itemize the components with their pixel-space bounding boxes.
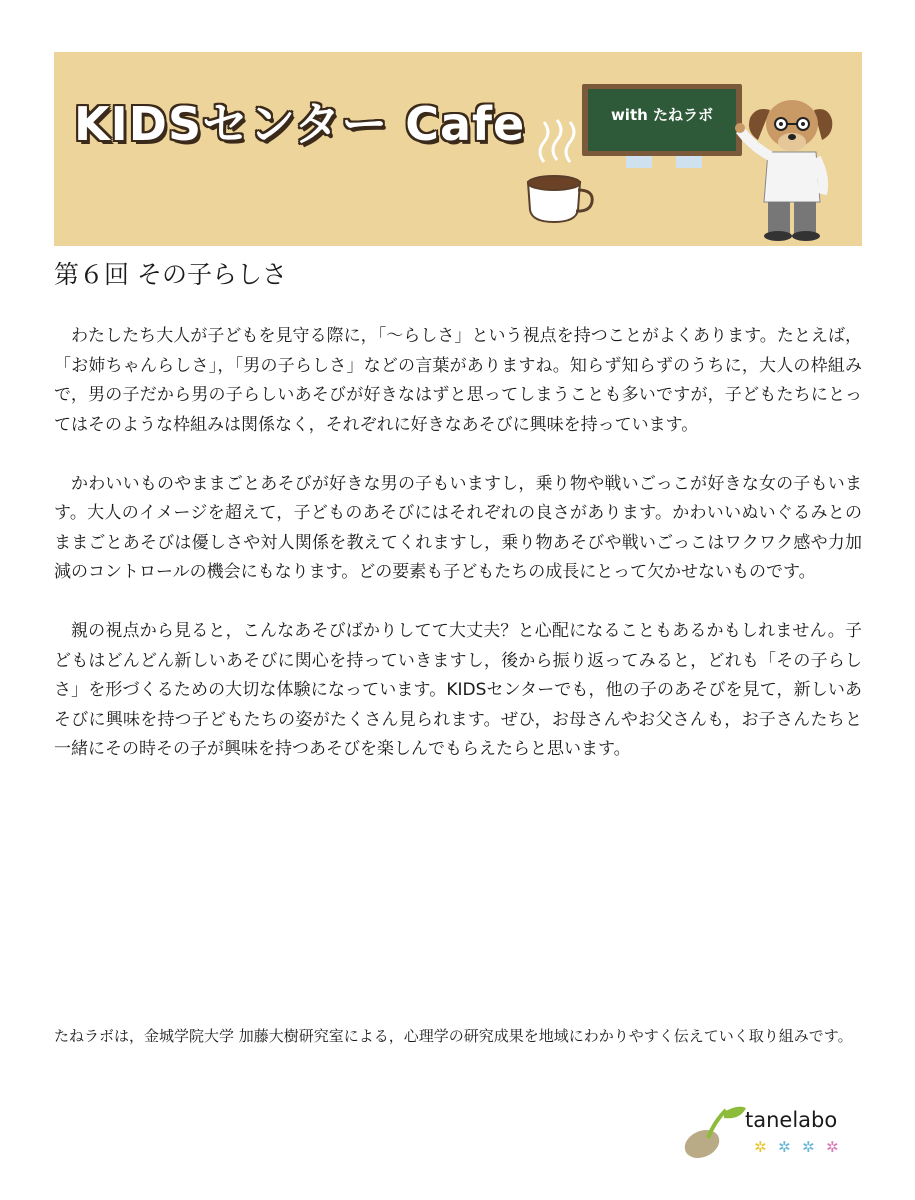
svg-text:✲: ✲ bbox=[754, 1138, 767, 1156]
banner-title: KIDSセンター Cafe bbox=[74, 97, 526, 151]
svg-text:✲: ✲ bbox=[802, 1138, 815, 1156]
svg-text:✲: ✲ bbox=[826, 1138, 839, 1156]
paragraph-3: 親の視点から見ると，こんなあそびばかりしてて大丈夫？と心配になることもあるかもしれません。子どもはどんどん新しいあそびに関心を持っていきますし，後から振り返ってみると，どれも「その子らしさ」を形づくるための大切な体験になっています。KIDSセンターでも，他の子のあそびを見て，新しいあそびに興味を持つ子どもたちの姿がたくさん見られます。ぜひ，お母さんやお父さんも，お子さんたちと一緒にその時その子が興味を持つあそびを楽しんでもらえたらと思います。 bbox=[54, 621, 862, 759]
seed-sprout-icon bbox=[682, 1098, 746, 1162]
tanelabo-logo-text: tanelabo bbox=[745, 1108, 838, 1132]
paragraph-2: かわいいものやままごとあそびが好きな男の子もいますし，乗り物や戦いごっこが好きな女の子もいます。大人のイメージを超えて，子どものあそびにはそれぞれの良さがあります。かわいいぬいぐるみとのままごとあそびは優しさや対人関係を教えてくれますし，乗り物あそびや戦いごっこはワクワク感や力加減のコントロールの機会にもなります。どの要素も子どもたちの成長にとって欠かせないものです。 bbox=[54, 473, 862, 582]
dog-teacher-mascot bbox=[735, 100, 832, 241]
paragraph-1: わたしたち大人が子どもを見守る際に，「〜らしさ」という視点を持つことがよくあります。たとえば，「お姉ちゃんらしさ」，「男の子らしさ」などの言葉がありますね。知らず知らずのうちに，大人の枠組みで，男の子だから男の子らしいあそびが好きなはずと思ってしまうことも多いですが，子どもたちにとってはそのような枠組みは関係なく，それぞれに好きなあそびに興味を持っています。 bbox=[54, 326, 862, 435]
svg-text:✲: ✲ bbox=[778, 1138, 791, 1156]
article-body bbox=[54, 322, 862, 794]
footer-note: たねラボは，金城学院大学 加藤大樹研究室による，心理学の研究成果を地域にわかりやすく伝えていく取り組みです。 bbox=[54, 1027, 853, 1045]
article-heading: 第６回 その子らしさ bbox=[54, 260, 287, 289]
chalkboard-label: with たねラボ bbox=[610, 106, 714, 124]
chalkboard-icon bbox=[582, 84, 742, 168]
logo-flower-dots bbox=[752, 1138, 848, 1156]
header-banner bbox=[54, 52, 862, 246]
